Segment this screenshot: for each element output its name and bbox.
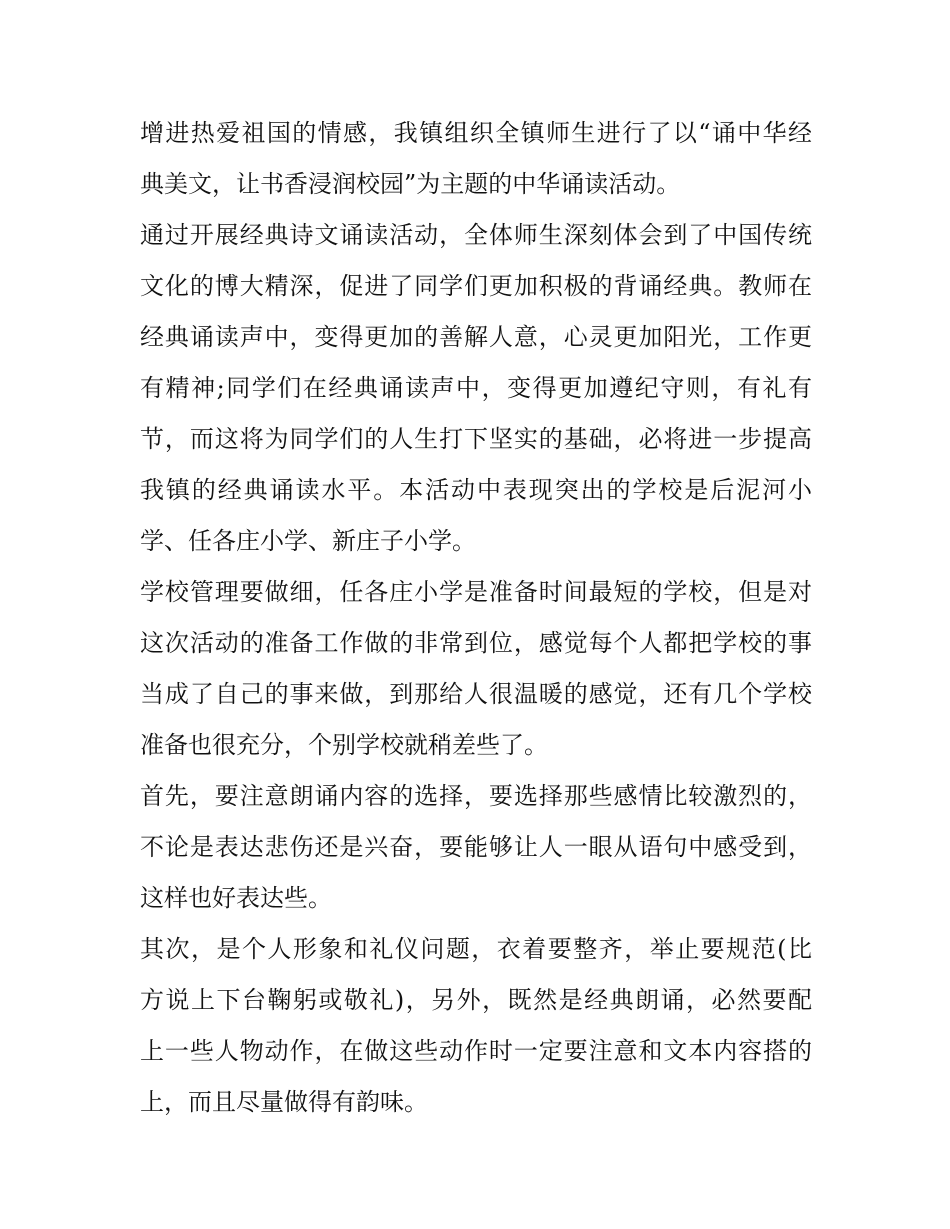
text-line: 准备也很充分，个别学校就稍差些了。 [140, 731, 548, 759]
text-line: 学、任各庄小学、新庄子小学。 [140, 527, 476, 555]
text-line: 节，而这将为同学们的人生打下坚实的基础，必将进一步提高 [140, 425, 812, 453]
text-line: 这样也好表达些。 [140, 884, 332, 912]
text-line: 上一些人物动作，在做这些动作时一定要注意和文本内容搭的 [140, 1037, 812, 1065]
text-line: 增进热爱祖国的情感，我镇组织全镇师生进行了以“诵中华经 [140, 119, 812, 147]
text-line: 有精神;同学们在经典诵读声中，变得更加遵纪守则，有礼有 [140, 374, 812, 402]
text-line: 我镇的经典诵读水平。本活动中表现突出的学校是后泥河小 [140, 476, 812, 504]
paragraph-5 [140, 924, 812, 1128]
paragraph-4 [140, 771, 812, 924]
text-line: 方说上下台鞠躬或敬礼)，另外，既然是经典朗诵，必然要配 [140, 986, 812, 1014]
text-line: 学校管理要做细，任各庄小学是准备时间最短的学校，但是对 [140, 578, 812, 606]
text-line: 通过开展经典诗文诵读活动，全体师生深刻体会到了中国传统 [140, 221, 812, 249]
text-line: 不论是表达悲伤还是兴奋，要能够让人一眼从语句中感受到， [140, 833, 812, 861]
text-line: 当成了自己的事来做，到那给人很温暖的感觉，还有几个学校 [140, 680, 812, 708]
text-line: 文化的博大精深，促进了同学们更加积极的背诵经典。教师在 [140, 272, 812, 300]
text-line: 上，而且尽量做得有韵味。 [140, 1088, 428, 1116]
body-text [140, 108, 812, 1128]
text-line: 其次，是个人形象和礼仪问题，衣着要整齐，举止要规范(比 [140, 935, 812, 963]
text-line: 首先，要注意朗诵内容的选择，要选择那些感情比较激烈的， [140, 782, 812, 810]
paragraph-1 [140, 108, 812, 210]
text-line: 这次活动的准备工作做的非常到位，感觉每个人都把学校的事 [140, 629, 812, 657]
paragraph-3 [140, 567, 812, 771]
text-line: 典美文，让书香浸润校园”为主题的中华诵读活动。 [140, 170, 681, 198]
text-line: 经典诵读声中，变得更加的善解人意，心灵更加阳光，工作更 [140, 323, 812, 351]
paragraph-2 [140, 210, 812, 567]
